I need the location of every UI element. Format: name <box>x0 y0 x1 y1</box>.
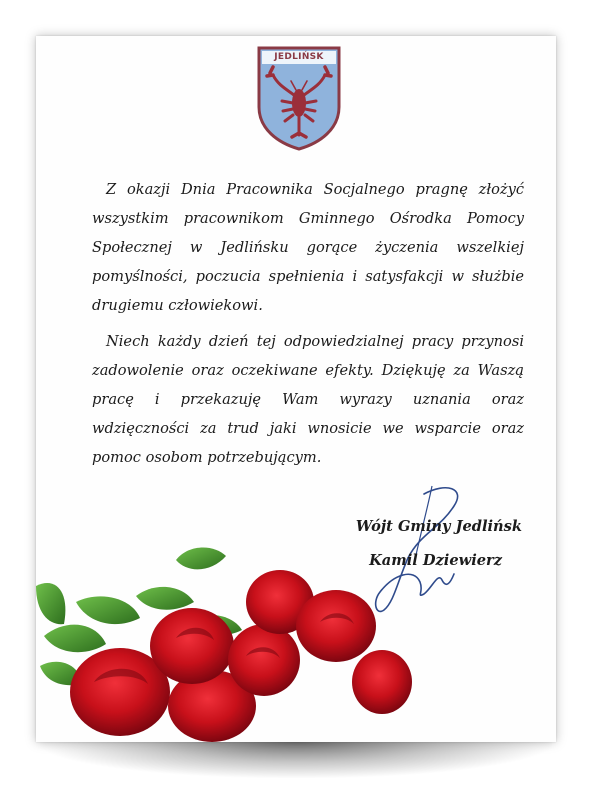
letter-paragraph: Niech każdy dzień tej odpowiedzialnej pracy przynosi zadowolenie oraz oczekiwane efekty. Dziękuję za Waszą pracę i przekazuję Wam wyrazy uznania oraz wdzięczności za trud jaki wnosicie we wsparcie oraz pomoc osobom potrzebującym. <box>92 333 524 466</box>
roses-decoration <box>36 506 556 742</box>
jedlinsk-coat-of-arms <box>256 45 342 151</box>
signer-name: Kamil Dziewierz <box>369 552 502 569</box>
letter-body <box>92 175 524 479</box>
signer-title: Wójt Gminy Jedlińsk <box>355 518 522 535</box>
letter-paragraph: Z okazji Dnia Pracownika Socjalnego pragnę złożyć wszystkim pracownikom Gminnego Ośrodka Pomocy Społecznej w Jedlińsku gorące życzenia wszelkiej pomyślności, poczucia spełnienia i satysfakcji w służbie drugiemu człowiekowi. <box>92 181 524 314</box>
page-shadow <box>40 742 552 778</box>
crest-title: JEDLIŃSK <box>274 52 324 62</box>
letter-card <box>36 36 556 742</box>
rose-icon <box>70 570 412 742</box>
